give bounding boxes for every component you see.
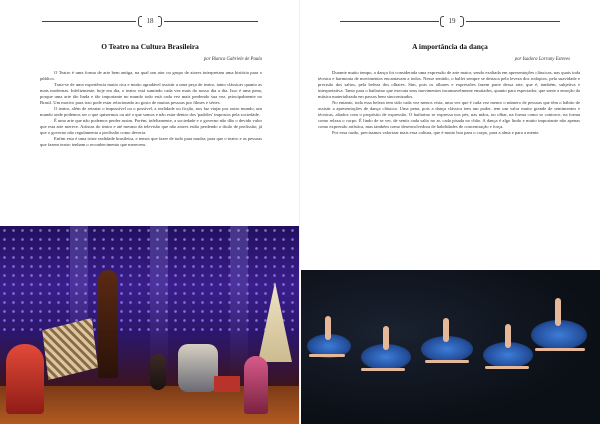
paragraph: Enfim esta é uma triste realidade brasileira, e temos que fazer de tudo para mudar, para que o teatro e as pessoas que fazem teatro tenham o reconhecimento que merecem.: [40, 136, 262, 147]
theatre-stage-photo: [0, 226, 299, 424]
header-rule-right: [466, 21, 560, 22]
header-rule-right: [164, 21, 258, 22]
paragraph: No entanto, toda essa beleza tem sido cada vez menos vista, uma vez que é cada vez menor o número de pessoas que têm o hábito de assistir a apresentações de dança clássica. Uma pena, pois a dança clássica tem um poder, tem um valor muito grande de sentimentos e técnicas, aliados com o propósito de expressão. O bailarino se expressa nos pés, nas mãos, no olhar, na forma como se contorce, na forma como relaxa o corpo. É lindo de se ver, de sentir cada salto no ar, cada pisada no chão. A dança é algo lindo e muito importante não apenas como expressão artística, mas também como desenvolvedora de habilidades de concentração e força.: [318, 100, 580, 129]
actor-figure: [244, 356, 268, 414]
paragraph: Durante muito tempo, a dança foi considerada uma expressão de arte maior, sendo exaltada em apresentações clássicas, nas quais toda técnica e harmonia de movimentos encantavam a todos. Nesse sentido, o ballet sempre se destaca pela leveza dos rodopios, pela suavidade e precisão dos saltos, pela beleza dos olhares. Sim, pois os olhares e expressões fazem parte dessa arte, que é, também, subjetiva e interpretativa. Tanto para o bailarino que executa seus movimentos incansavelmente ensaiados, quanto para espectador, que sente a emoção da música materializada em passos bem sincronizados.: [318, 70, 580, 99]
page-header: [42, 14, 258, 28]
page-header: [340, 14, 560, 28]
actor-figure: [178, 344, 218, 392]
paragraph: O Teatro é uma forma de arte bem antiga, na qual um ator ou grupo de atores interpretam uma história para o público.: [40, 70, 262, 81]
article-byline: por Bianca Gabriele de Paula: [203, 57, 262, 62]
article-byline: por Isadora Lorrany Esteves: [514, 57, 570, 62]
paragraph: O teatro, além de retratar o impossível ou o possível, a realidade ou ficção, nos faz viajar por outro mundo, um mundo onde podemos ser o que quisermos ou até o que somos e não estar dentro dos 'padrões' impostos pela sociedade.: [40, 106, 262, 117]
stage-prop-box: [214, 376, 240, 392]
paragraph: Por essa razão, precisamos valorizar mais essa cultura, que é muito boa para o corpo, para a alma e para a mente.: [332, 130, 540, 135]
page-number: 18: [139, 14, 161, 28]
paragraph: Trata-se de uma experiência muito rica e muito agradável assistir a uma peça de teatro, tanto clássicas quanto as mais modernas. Infelizmente, hoje em dia, o teatro está sumindo cada vez mais do nosso dia a dia. Isso é uma pena, porque uma arte tão linda e tão importante no mundo todo está cada vez mais perdendo sua vez, principalmente no Brasil. Um motivo para isso pode estar relacionado ao gosto de muitas pessoas por filmes e séries.: [40, 82, 262, 105]
page-number: 19: [441, 14, 463, 28]
article-title: A importância da dança: [412, 42, 488, 51]
article-title: O Teatro na Cultura Brasileira: [101, 42, 199, 51]
header-rule-left: [42, 21, 136, 22]
article-body: [318, 70, 580, 136]
ballet-dancers-photo: [301, 270, 600, 424]
actor-figure: [6, 344, 44, 414]
actor-figure: [150, 354, 166, 390]
paragraph: É uma arte que não podemos perder assim. Porém, infelizmente, a sociedade e o governo não dão o devido valor que esta arte merece. Artistas do teatro e até mesmo da televisão que não atores estão perdendo o título de profissão; já que o governo não regulamenta a profissão como deveria.: [40, 118, 262, 135]
header-rule-left: [340, 21, 439, 22]
article-body: [40, 70, 262, 148]
actor-figure: [98, 270, 118, 378]
